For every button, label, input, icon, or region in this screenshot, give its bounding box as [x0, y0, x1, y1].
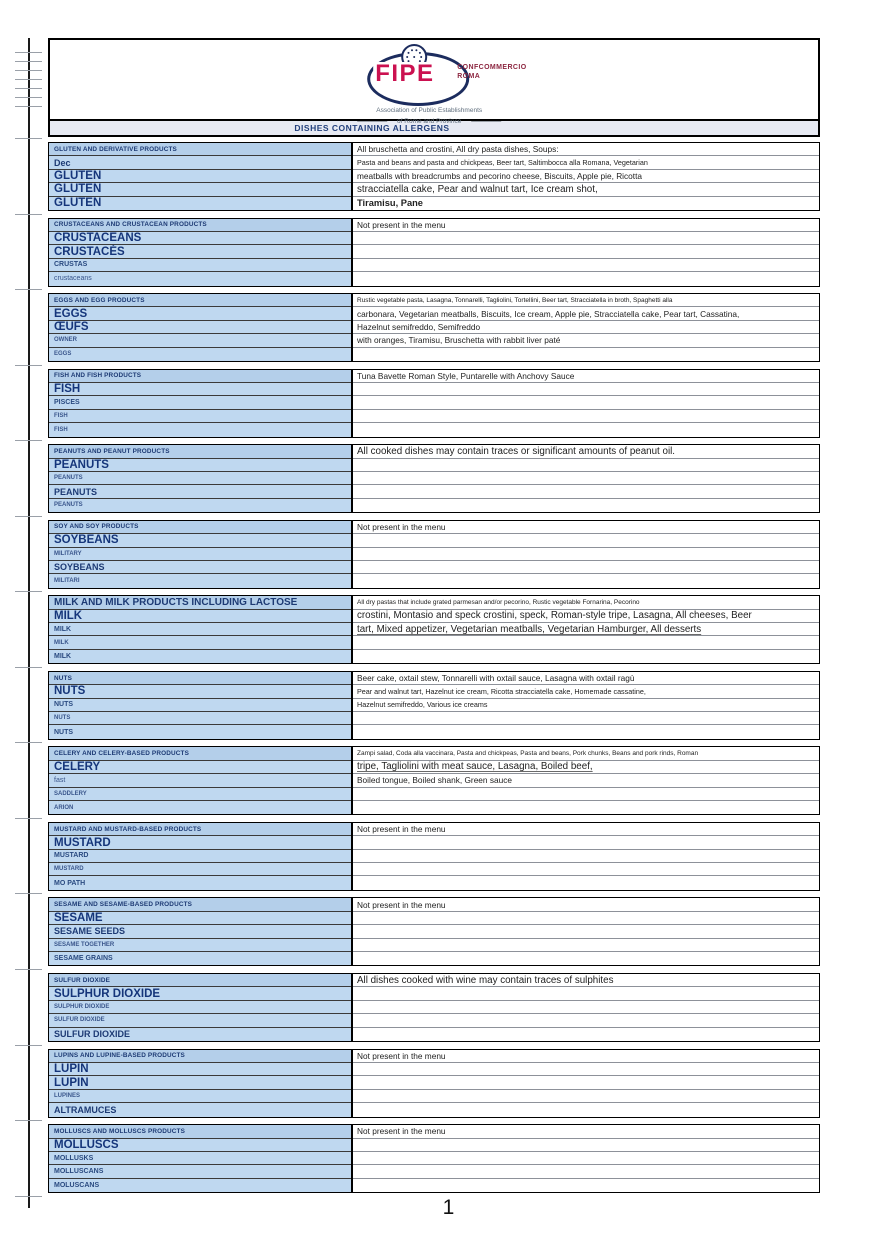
allergen-section-soy: [48, 520, 820, 589]
dishes-cell: [353, 939, 819, 952]
dishes-cell: All dishes cooked with wine may contain traces of sulphites: [353, 974, 819, 987]
allergen-name-cell: CRUSTAS: [49, 259, 351, 272]
allergen-section-molluscs: [48, 1124, 820, 1193]
dishes-cell: [353, 410, 819, 423]
fipe-logo: [309, 46, 549, 127]
allergen-name-cell: NUTS: [49, 699, 351, 712]
dishes-cell: All bruschetta and crostini, All dry pasta dishes, Soups:: [353, 143, 819, 156]
allergen-name-cell: SESAME TOGETHER: [49, 939, 351, 952]
allergen-name-cell: SESAME AND SESAME-BASED PRODUCTS: [49, 898, 351, 911]
allergen-section-sesame: [48, 897, 820, 966]
allergen-name-cell: GLUTEN: [49, 170, 351, 183]
dishes-column: [353, 596, 819, 663]
allergen-name-cell: Dec: [49, 156, 351, 169]
allergen-section-milk: [48, 595, 820, 664]
dishes-column: [353, 672, 819, 739]
dishes-cell: [353, 499, 819, 512]
allergen-name-column: [49, 521, 353, 588]
dishes-cell: [353, 952, 819, 965]
dishes-cell: [353, 548, 819, 561]
allergen-name-cell: PEANUTS: [49, 485, 351, 498]
dishes-column: [353, 1125, 819, 1192]
dishes-cell: [353, 1152, 819, 1165]
allergen-name-cell: GLUTEN: [49, 197, 351, 210]
allergen-name-cell: MILK: [49, 623, 351, 636]
dishes-cell: [353, 574, 819, 587]
dishes-cell: [353, 272, 819, 285]
subtitle-rule-left: [357, 121, 387, 122]
dishes-cell: [353, 383, 819, 396]
dishes-cell: Not present in the menu: [353, 1125, 819, 1138]
dishes-cell: [353, 232, 819, 245]
page-title: DISHES CONTAINING ALLERGENS: [294, 123, 450, 133]
allergen-name-cell: GLUTEN AND DERIVATIVE PRODUCTS: [49, 143, 351, 156]
allergen-name-column: [49, 143, 353, 210]
dishes-cell: [353, 836, 819, 849]
allergen-name-column: [49, 823, 353, 890]
allergen-name-cell: ARION: [49, 801, 351, 814]
allergen-name-column: [49, 1125, 353, 1192]
allergen-name-column: [49, 898, 353, 965]
dishes-cell: [353, 1103, 819, 1116]
allergen-name-cell: MUSTARD: [49, 836, 351, 849]
dishes-cell: [353, 725, 819, 738]
allergen-name-cell: SESAME: [49, 912, 351, 925]
allergen-name-cell: NUTS: [49, 685, 351, 698]
allergen-name-column: [49, 974, 353, 1041]
dishes-cell: [353, 912, 819, 925]
allergen-name-column: [49, 219, 353, 286]
allergen-name-cell: MOLLUSCS: [49, 1139, 351, 1152]
page-number: 1: [442, 1196, 455, 1219]
allergen-name-cell: CRUSTACEANS: [49, 232, 351, 245]
allergen-name-cell: MILK: [49, 650, 351, 663]
allergen-name-cell: LUPINS AND LUPINE-BASED PRODUCTS: [49, 1050, 351, 1063]
allergen-name-cell: GLUTEN: [49, 183, 351, 196]
allergen-section-nuts: [48, 671, 820, 740]
allergen-name-cell: CRUSTACEANS AND CRUSTACEAN PRODUCTS: [49, 219, 351, 232]
allergen-name-cell: fast: [49, 774, 351, 787]
dishes-cell: [353, 1165, 819, 1178]
allergen-name-cell: MUSTARD: [49, 850, 351, 863]
dishes-column: [353, 1050, 819, 1117]
allergen-name-cell: PEANUTS AND PEANUT PRODUCTS: [49, 445, 351, 458]
allergen-name-cell: MO PATH: [49, 876, 351, 889]
allergen-name-column: [49, 596, 353, 663]
allergen-name-cell: NUTS: [49, 725, 351, 738]
dishes-cell: Pear and walnut tart, Hazelnut ice cream, Ricotta stracciatella cake, Homemade cassatine,: [353, 685, 819, 698]
dishes-cell: [353, 1139, 819, 1152]
dishes-cell: [353, 876, 819, 889]
dishes-cell: [353, 987, 819, 1000]
dishes-cell: [353, 1001, 819, 1014]
dishes-cell: [353, 245, 819, 258]
dishes-cell: [353, 423, 819, 436]
allergen-section-celery: [48, 746, 820, 815]
dishes-cell: All dry pastas that include grated parmesan and/or pecorino, Rustic vegetable Fornarina, Pecorino: [353, 596, 819, 609]
allergen-name-cell: CELERY AND CELERY-BASED PRODUCTS: [49, 747, 351, 760]
allergen-name-cell: NUTS: [49, 672, 351, 685]
allergen-name-cell: SULFUR DIOXIDE: [49, 1028, 351, 1041]
dishes-cell: [353, 534, 819, 547]
allergen-name-cell: EGGS: [49, 307, 351, 320]
allergen-name-cell: MILK AND MILK PRODUCTS INCLUDING LACTOSE: [49, 596, 351, 609]
dishes-column: [353, 219, 819, 286]
dishes-column: [353, 823, 819, 890]
dishes-cell: Boiled tongue, Boiled shank, Green sauce: [353, 774, 819, 787]
allergen-name-cell: SULPHUR DIOXIDE: [49, 1001, 351, 1014]
dishes-cell: tart, Mixed appetizer, Vegetarian meatballs, Vegetarian Hamburger, All desserts: [353, 623, 819, 636]
allergen-name-column: [49, 672, 353, 739]
dishes-column: [353, 143, 819, 210]
allergen-section-gluten: [48, 142, 820, 211]
dishes-cell: Tiramisu, Pane: [357, 198, 423, 209]
dishes-cell: Not present in the menu: [353, 219, 819, 232]
dishes-cell: Not present in the menu: [353, 1050, 819, 1063]
allergen-section-sulphur-dioxide: [48, 973, 820, 1042]
dishes-cell: carbonara, Vegetarian meatballs, Biscuits, Ice cream, Apple pie, Stracciatella cake, Pear tart, Cassatina,: [353, 307, 819, 320]
subtitle-rule-right: [471, 121, 501, 122]
dishes-cell: stracciatella cake, Pear and walnut tart, Ice cream shot,: [353, 183, 819, 196]
dishes-column: [353, 747, 819, 814]
dishes-cell: [353, 259, 819, 272]
allergen-name-cell: CRUSTACÉS: [49, 245, 351, 258]
dishes-cell: [353, 1063, 819, 1076]
allergen-name-cell: SADDLERY: [49, 788, 351, 801]
dishes-cell: [353, 1090, 819, 1103]
allergen-name-cell: ŒUFS: [49, 321, 351, 334]
allergen-name-cell: SOYBEANS: [49, 561, 351, 574]
allergen-name-cell: EGGS AND EGG PRODUCTS: [49, 294, 351, 307]
dishes-column: [353, 370, 819, 437]
dishes-cell: [353, 485, 819, 498]
dishes-cell: tripe, Tagliolini with meat sauce, Lasagna, Boiled beef,: [353, 761, 819, 774]
dishes-cell: crostini, Montasio and speck crostini, speck, Roman-style tripe, Lasagna, All cheeses, Beer: [353, 610, 819, 623]
allergen-table: [48, 142, 820, 1193]
dishes-cell: [353, 1179, 819, 1192]
allergen-section-lupins: [48, 1049, 820, 1118]
dishes-cell: Not present in the menu: [353, 898, 819, 911]
allergen-name-cell: PEANUTS: [49, 459, 351, 472]
dishes-cell: [353, 788, 819, 801]
allergen-name-cell: SULFUR DIOXIDE: [49, 1014, 351, 1027]
allergen-name-cell: CELERY: [49, 761, 351, 774]
allergen-name-cell: SULPHUR DIOXIDE: [49, 987, 351, 1000]
allergen-name-column: [49, 1050, 353, 1117]
left-margin-rule: [28, 38, 30, 1208]
allergen-name-cell: SULFUR DIOXIDE: [49, 974, 351, 987]
dishes-cell: meatballs with breadcrumbs and pecorino cheese, Biscuits, Apple pie, Ricotta: [353, 170, 819, 183]
dishes-cell: [353, 863, 819, 876]
allergen-section-peanuts: [48, 444, 820, 513]
allergen-name-cell: PEANUTS: [49, 499, 351, 512]
allergen-name-cell: FISH: [49, 383, 351, 396]
allergen-name-cell: MUSTARD AND MUSTARD-BASED PRODUCTS: [49, 823, 351, 836]
allergen-name-cell: LUPINES: [49, 1090, 351, 1103]
dishes-column: [353, 521, 819, 588]
dishes-cell: Pasta and beans and pasta and chickpeas, Beer tart, Saltimbocca alla Romana, Vegetarian: [353, 156, 819, 169]
dishes-cell: [353, 712, 819, 725]
allergen-name-cell: MOLLUSCS AND MOLLUSCS PRODUCTS: [49, 1125, 351, 1138]
allergen-name-cell: FISH: [49, 423, 351, 436]
dishes-column: [353, 974, 819, 1041]
allergen-name-cell: FISH AND FISH PRODUCTS: [49, 370, 351, 383]
allergen-name-column: [49, 747, 353, 814]
dishes-cell: [353, 1028, 819, 1041]
allergen-name-cell: MILITARI: [49, 574, 351, 587]
logo-brand-text: FIPE: [375, 60, 435, 87]
dishes-column: [353, 898, 819, 965]
dishes-column: [353, 445, 819, 512]
dishes-cell: Not present in the menu: [353, 521, 819, 534]
dishes-cell: [353, 801, 819, 814]
allergen-name-cell: crustaceans: [49, 272, 351, 285]
dishes-cell: [353, 850, 819, 863]
allergen-name-cell: OWNER: [49, 334, 351, 347]
allergen-name-cell: MOLUSCANS: [49, 1179, 351, 1192]
dishes-cell: Not present in the menu: [353, 823, 819, 836]
allergen-section-crustaceans: [48, 218, 820, 287]
allergen-name-cell: MOLLUSKS: [49, 1152, 351, 1165]
dishes-cell: Zampi salad, Coda alla vaccinara, Pasta and chickpeas, Pasta and beans, Pork chunks, Beans and pork rinds, Roman: [353, 747, 819, 760]
dishes-cell: [353, 472, 819, 485]
dishes-cell: Hazelnut semifreddo, Semifreddo: [353, 321, 819, 334]
dishes-cell: Tuna Bavette Roman Style, Puntarelle with Anchovy Sauce: [353, 370, 819, 383]
allergen-name-cell: MUSTARD: [49, 863, 351, 876]
allergen-name-cell: MILITARY: [49, 548, 351, 561]
allergen-section-fish: [48, 369, 820, 438]
dishes-cell: [353, 459, 819, 472]
dishes-cell: [353, 348, 819, 361]
logo-org-text: CONFCOMMERCIO ROMA: [457, 64, 527, 80]
allergen-name-column: [49, 294, 353, 361]
allergen-name-cell: NUTS: [49, 712, 351, 725]
allergen-name-cell: SESAME GRAINS: [49, 952, 351, 965]
dishes-cell: [353, 1076, 819, 1089]
allergen-name-cell: PEANUTS: [49, 472, 351, 485]
allergen-name-cell: MILK: [49, 610, 351, 623]
allergen-name-cell: LUPIN: [49, 1076, 351, 1089]
allergen-section-eggs: [48, 293, 820, 362]
dishes-cell: [353, 650, 819, 663]
dishes-cell: [353, 636, 819, 649]
allergen-name-column: [49, 445, 353, 512]
allergen-name-cell: EGGS: [49, 348, 351, 361]
dishes-cell: [353, 1014, 819, 1027]
allergen-table-frame: [48, 38, 820, 1200]
dishes-cell: Hazelnut semifreddo, Various ice creams: [353, 699, 819, 712]
allergen-name-cell: MOLLUSCANS: [49, 1165, 351, 1178]
allergen-name-cell: MILK: [49, 636, 351, 649]
dishes-cell: [353, 396, 819, 409]
allergen-name-cell: SESAME SEEDS: [49, 925, 351, 938]
allergen-name-cell: SOY AND SOY PRODUCTS: [49, 521, 351, 534]
dishes-cell: [353, 561, 819, 574]
allergen-name-cell: SOYBEANS: [49, 534, 351, 547]
document-header: [48, 38, 820, 126]
logo-subtitle: Association of Public Establishments of Rome and Province: [309, 105, 549, 127]
allergen-name-cell: LUPIN: [49, 1063, 351, 1076]
allergen-name-cell: PISCES: [49, 396, 351, 409]
dishes-cell: Rustic vegetable pasta, Lasagna, Tonnarelli, Tagliolini, Tortellini, Beer tart, Stracciatella in broth, Spaghetti alla: [353, 294, 819, 307]
dishes-column: [353, 294, 819, 361]
dishes-cell: Beer cake, oxtail stew, Tonnarelli with oxtail sauce, Lasagna with oxtail ragù: [353, 672, 819, 685]
allergen-name-cell: ALTRAMUCES: [49, 1103, 351, 1116]
allergen-section-mustard: [48, 822, 820, 891]
dishes-cell: All cooked dishes may contain traces or significant amounts of peanut oil.: [353, 445, 819, 458]
dishes-cell: with oranges, Tiramisu, Bruschetta with rabbit liver paté: [353, 334, 819, 347]
allergen-name-cell: FISH: [49, 410, 351, 423]
allergen-name-column: [49, 370, 353, 437]
dishes-cell: [353, 925, 819, 938]
